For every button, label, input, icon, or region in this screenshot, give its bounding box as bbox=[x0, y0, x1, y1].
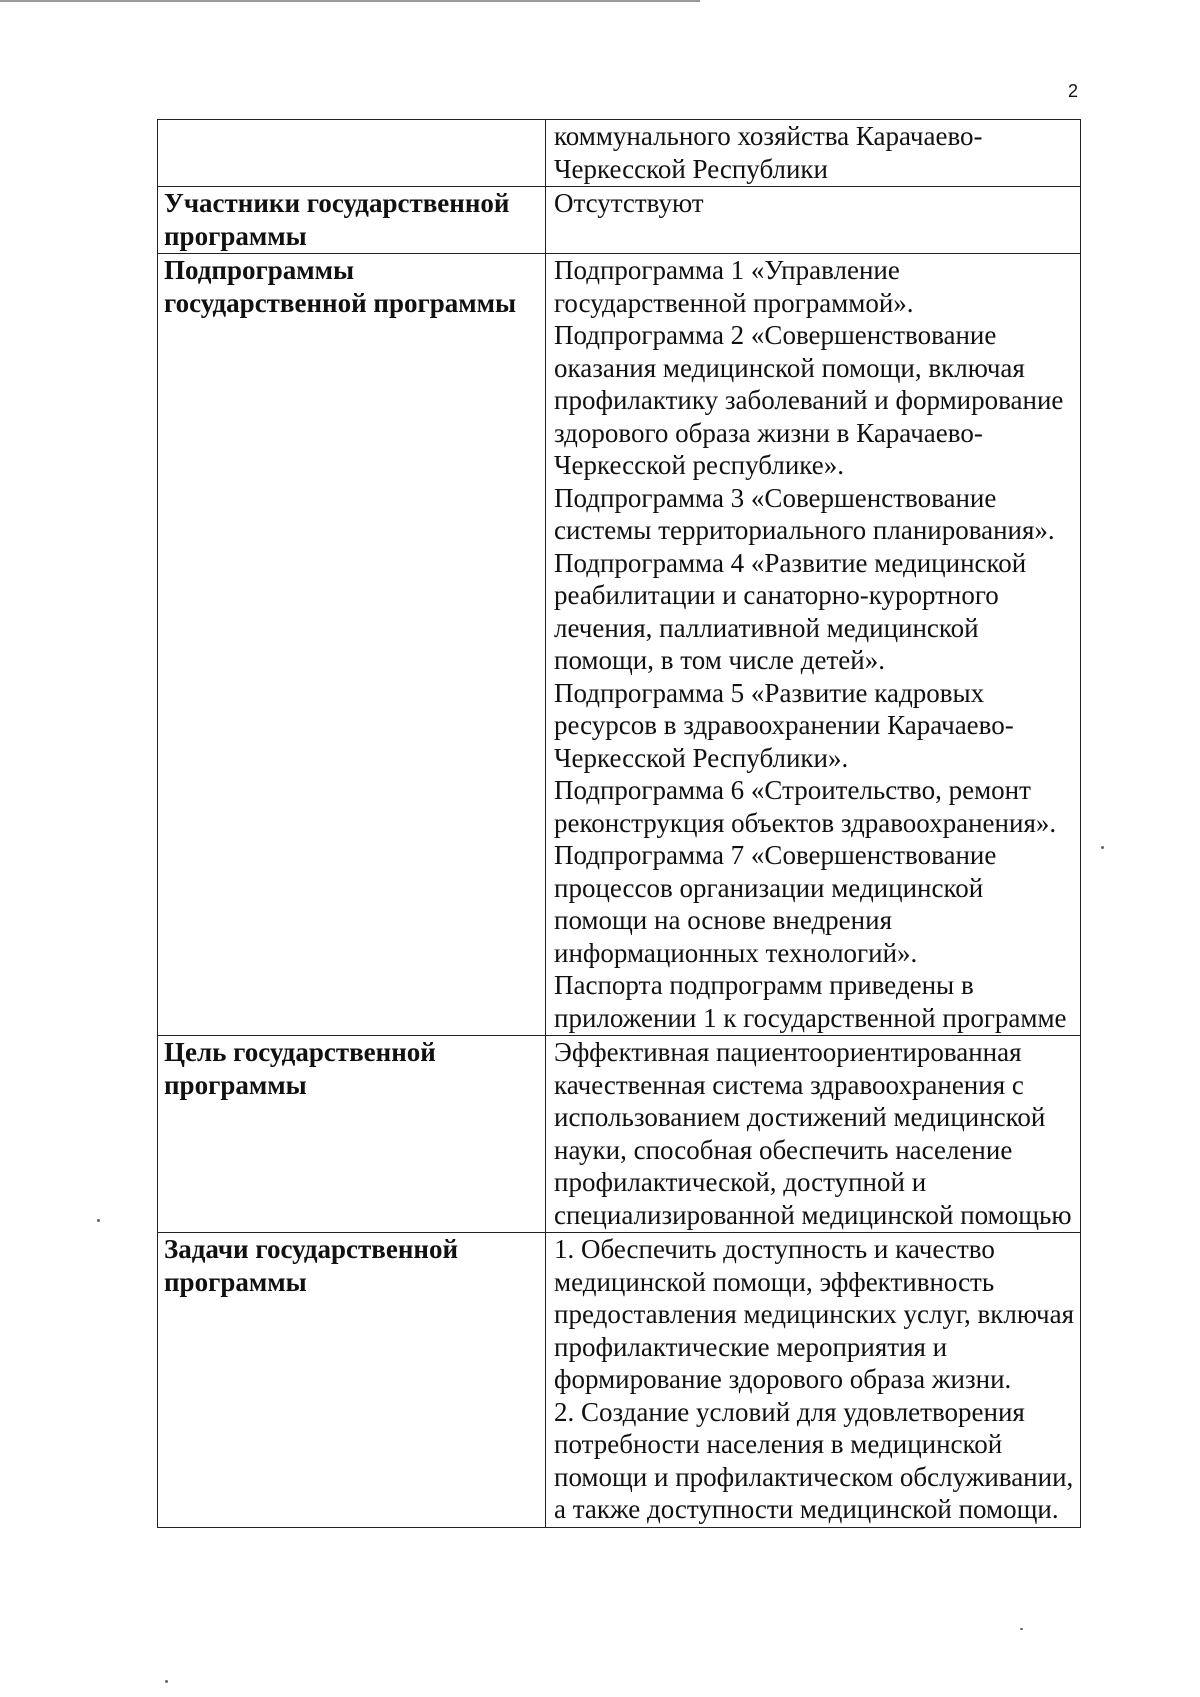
table-row bbox=[158, 120, 1081, 187]
subprogram-5: Подпрограмма 5 «Развитие кадровых ресурсов в здравоохранении Карачаево-Черкесской Республики». bbox=[554, 677, 1014, 773]
row-label: Задачи государственной программы bbox=[158, 1233, 546, 1528]
subprogram-2: Подпрограмма 2 «Совершенствование оказания медицинской помощи, включая профилактику заболеваний и формирование здорового образа жизни в Карачаево-Черкесской республике». bbox=[554, 320, 1064, 480]
subprogram-passports-note: Паспорта подпрограмм приведены в приложении 1 к государственной программе bbox=[554, 970, 1067, 1033]
table-row bbox=[158, 254, 1081, 1036]
scan-top-edge bbox=[0, 0, 700, 2]
program-passport-table bbox=[157, 119, 1081, 1528]
table-row bbox=[158, 187, 1081, 254]
table-row bbox=[158, 1233, 1081, 1528]
scan-speck bbox=[1101, 846, 1104, 849]
row-label bbox=[158, 120, 546, 187]
subprogram-7: Подпрограмма 7 «Совершенствование процессов организации медицинской помощи на основе внедрения информационных технологий». bbox=[554, 840, 997, 968]
row-value bbox=[546, 1036, 1081, 1233]
row-label: Цель государственной программы bbox=[158, 1036, 546, 1233]
row-label: Подпрограммы государственной программы bbox=[158, 254, 546, 1036]
subprogram-6: Подпрограмма 6 «Строительство, ремонт реконструкция объектов здравоохранения». bbox=[554, 775, 1057, 838]
row-value bbox=[546, 254, 1081, 1036]
subprogram-1: Подпрограмма 1 «Управление государственной программой». bbox=[554, 255, 914, 318]
row-value bbox=[546, 1233, 1081, 1528]
scan-speck bbox=[165, 1680, 168, 1683]
value-paragraph: Отсутствуют bbox=[554, 188, 704, 218]
subprogram-4: Подпрограмма 4 «Развитие медицинской реабилитации и санаторно-курортного лечения, паллиативной медицинской помощи, в том числе детей». bbox=[554, 547, 1027, 675]
row-value bbox=[546, 187, 1081, 254]
value-paragraph: коммунального хозяйства Карачаево-Черкесской Республики bbox=[554, 121, 983, 184]
scan-speck bbox=[1020, 1628, 1023, 1630]
subprogram-3: Подпрограмма 3 «Совершенствование системы территориального планирования». bbox=[554, 482, 1055, 545]
scan-speck bbox=[97, 1219, 100, 1222]
task-1: 1. Обеспечить доступность и качество медицинской помощи, эффективность предоставления медицинских услуг, включая профилактические мероприятия и формирование здорового образа жизни. bbox=[554, 1234, 1075, 1394]
task-2: 2. Создание условий для удовлетворения потребности населения в медицинской помощи и профилактическом обслуживании, а также доступности медицинской помощи. bbox=[554, 1396, 1074, 1524]
table-row bbox=[158, 1036, 1081, 1233]
row-label: Участники государственной программы bbox=[158, 187, 546, 254]
page-number: 2 bbox=[1068, 81, 1079, 101]
value-paragraph: Эффективная пациентоориентированная качественная система здравоохранения с использованием достижений медицинской науки, способная обеспечить население профилактической, доступной и специализированной медицинской помощью bbox=[554, 1037, 1072, 1230]
row-value bbox=[546, 120, 1081, 187]
